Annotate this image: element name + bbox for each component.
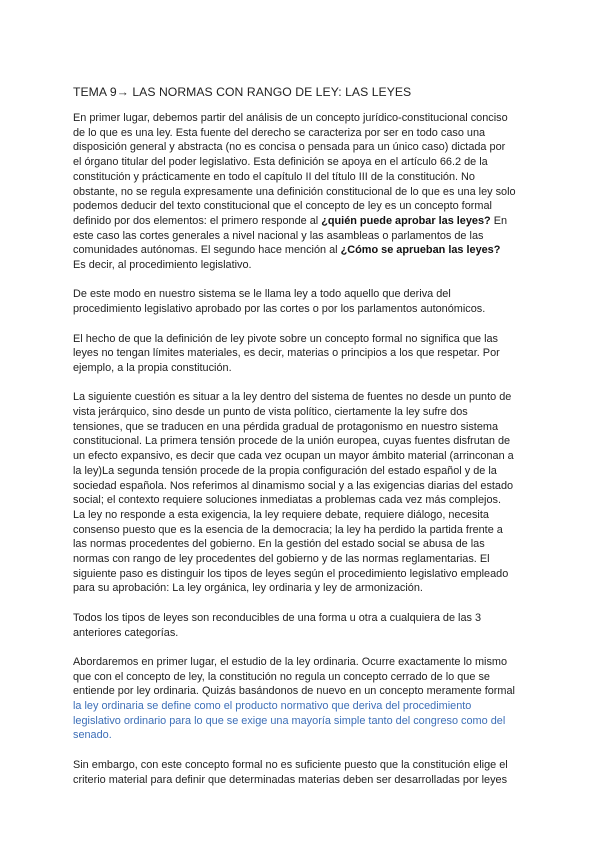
question-how-approved: ¿Cómo se aprueban las leyes?	[340, 244, 501, 257]
question-who-approves: ¿quién puede aprobar las leyes?	[321, 214, 491, 227]
paragraph-ordinary-law	[73, 655, 516, 743]
paragraph-material-criterion: Sin embargo, con este concepto formal no es suficiente puesto que la constitución elige el criterio material para definir que determinadas materias deben ser desarrolladas por leyes	[73, 758, 508, 786]
paragraph-material-limits: El hecho de que la definición de ley pivote sobre un concepto formal no significa que las leyes no tengan límites materiales, es decir, materias o principios a los que respetar. Por ejemplo, a la propia constitución.	[73, 332, 500, 374]
paragraph-categories: Todos los tipos de leyes son reconducibles de una forma u otra a cualquiera de las 3 anteriores categorías.	[73, 611, 482, 639]
paragraph-system: De este modo en nuestro sistema se le llama ley a todo aquello que deriva del procedimiento legislativo aprobado por las cortes o por los parlamentos autonómicos.	[73, 288, 486, 316]
ordinary-law-definition-highlight: la ley ordinaria se define como el producto normativo que deriva del procedimiento legislativo ordinario para lo que se exige una mayoría simple tanto del congreso como del senado.	[73, 700, 506, 742]
paragraph-definition-text-1: En primer lugar, debemos partir del análisis de un concepto jurídico-constitucional conciso de lo que es una ley. Esta fuente del derecho se caracteriza por ser en todo caso una disposición general y abstracta (no es concisa o pensada para un único caso) dictada por el órgano titular del poder legislativo. Esta definición se apoya en el artículo 66.2 de la constitución y prácticamente en todo el capítulo II del título III de la constitución. No obstante, no se regula expresamente una definición constitucional de lo que es una ley solo podemos deducir del texto constitucional que el concepto de ley es un concepto formal definido por dos elementos: el primero responde al	[73, 112, 516, 227]
paragraph-ordinary-law-text: Abordaremos en primer lugar, el estudio de la ley ordinaria. Ocurre exactamente lo mismo que con el concepto de ley, la constitución no regula un concepto cerrado de lo que se entiende por ley ordinaria. Quizás basándonos de nuevo en un concepto meramente formal	[73, 655, 515, 698]
paragraph-tensions: La siguiente cuestión es situar a la ley dentro del sistema de fuentes no desde un punto de vista jerárquico, sino desde un punto de vista político, ciertamente la ley sufre dos tensiones, que se traducen en una pérdida gradual de protagonismo en nuestro sistema constitucional. La primera tensión procede de la unión europea, cuyas fuentes disfrutan de un efecto expansivo, es decir que cada vez ocupan un mayor ámbito material (arrinconan a la ley)La segunda tensión procede de la propia configuración del estado español y de la sociedad española. Nos referimos al dinamismo social y a las exigencias diarias del estado social; el contexto requiere soluciones inmediatas a problemas cada vez más complejos. La ley no responde a esta exigencia, la ley requiere debate, requiere diálogo, necesita consenso puesto que es la esencia de la democracia; la ley ha perdido la partida frente a las normas procedentes del gobierno. En la gestión del estado social se abusa de las normas con rango de ley procedentes del gobierno y de las normas reglamentarias. El siguiente paso es distinguir los tipos de leyes según el procedimiento legislativo empleado para su aprobación: La ley orgánica, ley ordinaria y ley de armonización.	[73, 391, 514, 595]
paragraph-definition-text-2: En este caso las cortes generales a nivel nacional y las asambleas o parlamentos de las comunidades autónomas. El segundo hace mención al	[73, 214, 508, 257]
page-title: TEMA 9→ LAS NORMAS CON RANGO DE LEY: LAS LEYES	[73, 85, 412, 99]
paragraph-definition-text-3: Es decir, al procedimiento legislativo.	[73, 259, 252, 272]
paragraph-definition	[73, 111, 516, 273]
